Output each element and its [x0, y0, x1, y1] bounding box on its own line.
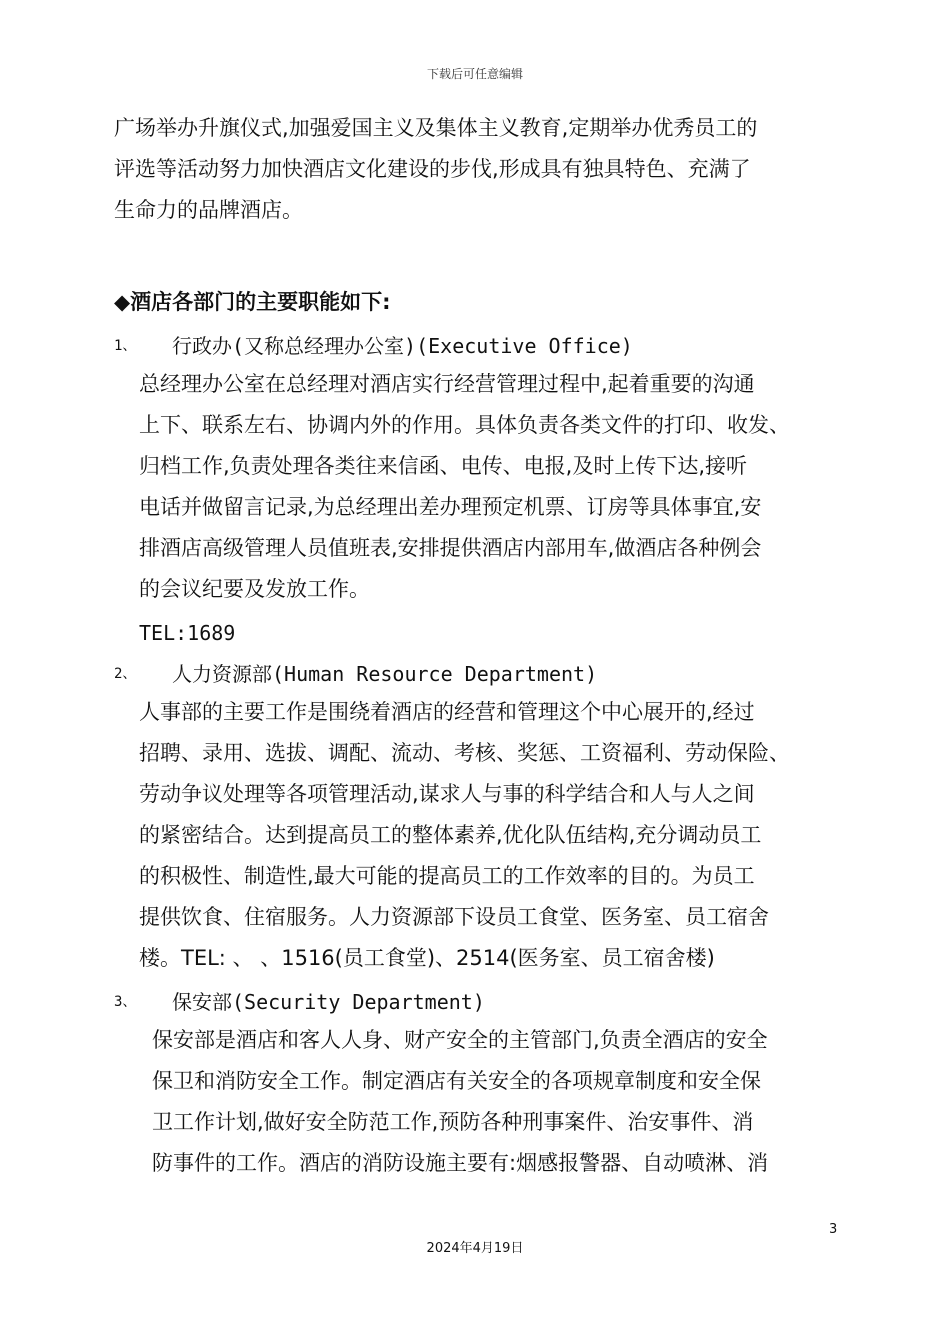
- telephone: TEL:1689: [139, 621, 236, 645]
- page-number: 3: [829, 1222, 838, 1237]
- section-heading: ◆酒店各部门的主要职能如下:: [114, 290, 391, 314]
- text-line: 的会议纪要及发放工作。: [139, 577, 370, 601]
- intro-paragraph: [114, 112, 757, 235]
- list-number: 2、: [114, 666, 137, 682]
- text-line: 排酒店高级管理人员值班表,安排提供酒店内部用车,做酒店各种例会: [139, 536, 762, 560]
- text-line: 劳动争议处理等各项管理活动,谋求人与事的科学结合和人与人之间: [139, 782, 755, 806]
- text-line: 人事部的主要工作是围绕着酒店的经营和管理这个中心展开的,经过: [139, 700, 755, 724]
- text-line: 卫工作计划,做好安全防范工作,预防各种刑事案件、治安事件、消: [152, 1110, 754, 1134]
- department-title: 人力资源部(Human Resource Department): [172, 662, 598, 686]
- department-title: 保安部(Security Department): [172, 990, 485, 1014]
- list-number: 1、: [114, 338, 137, 354]
- department-description: [139, 696, 790, 983]
- text-line: 防事件的工作。酒店的消防设施主要有:烟感报警器、自动喷淋、消: [152, 1151, 769, 1175]
- text-line: 广场举办升旗仪式,加强爱国主义及集体主义教育,定期举办优秀员工的: [114, 116, 758, 140]
- text-line: 归档工作,负责处理各类往来信函、电传、电报,及时上传下达,接听: [139, 454, 748, 478]
- text-line: 电话并做留言记录,为总经理出差办理预定机票、订房等具体事宜,安: [139, 495, 762, 519]
- department-description: [139, 368, 790, 614]
- text-line: 楼。TEL: 、 、1516(员工食堂)、2514(医务室、员工宿舍楼): [139, 946, 715, 970]
- text-line: 保安部是酒店和客人人身、财产安全的主管部门,负责全酒店的安全: [152, 1028, 768, 1052]
- text-line: 提供饮食、住宿服务。人力资源部下设员工食堂、医务室、员工宿舍: [139, 905, 769, 929]
- text-line: 的积极性、制造性,最大可能的提高员工的工作效率的目的。为员工: [139, 864, 755, 888]
- text-line: 的紧密结合。达到提高员工的整体素养,优化队伍结构,充分调动员工: [139, 823, 762, 847]
- text-line: 生命力的品牌酒店。: [114, 198, 303, 222]
- department-title: 行政办(又称总经理办公室)(Executive Office): [172, 334, 633, 358]
- text-line: 评选等活动努力加快酒店文化建设的步伐,形成具有独具特色、充满了: [114, 157, 751, 181]
- footer-date: 2024年4月19日: [426, 1241, 524, 1256]
- text-line: 上下、联系左右、协调内外的作用。具体负责各类文件的打印、收发、: [139, 413, 790, 437]
- page-header: 下载后可任意编辑: [426, 67, 523, 81]
- list-number: 3、: [114, 994, 137, 1010]
- text-line: 总经理办公室在总经理对酒店实行经营管理过程中,起着重要的沟通: [139, 372, 755, 396]
- text-line: 招聘、录用、选拔、调配、流动、考核、奖惩、工资福利、劳动保险、: [139, 741, 790, 765]
- text-line: 保卫和消防安全工作。制定酒店有关安全的各项规章制度和安全保: [152, 1069, 761, 1093]
- department-description: [152, 1024, 768, 1188]
